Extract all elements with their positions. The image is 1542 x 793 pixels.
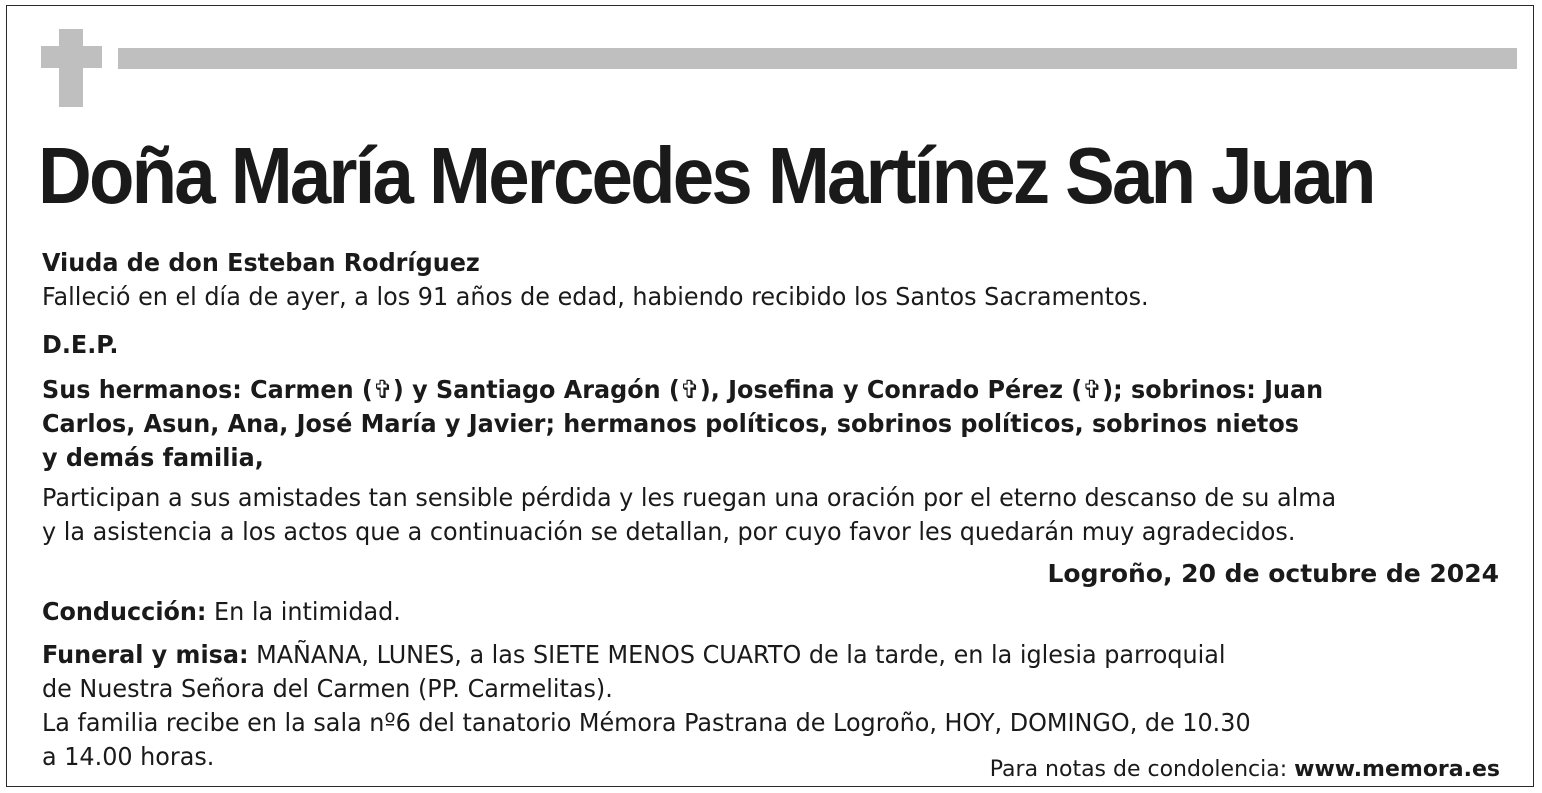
family-line-2: Carlos, Asun, Ana, José María y Javier; hermanos políticos, sobrinos políticos, sobrinos nietos xyxy=(42,409,1299,438)
deceased-name: Doña María Mercedes Martínez San Juan xyxy=(38,131,1374,220)
family-line-1 xyxy=(42,373,1446,407)
conduccion-line xyxy=(42,595,1446,629)
cross-mark-icon: ✞ xyxy=(679,375,700,404)
funeral-value: MAÑANA, LUNES, a las SIETE MENOS CUARTO de la tarde, en la iglesia parroquial xyxy=(248,640,1226,669)
funeral-label: Funeral y misa: xyxy=(42,640,249,669)
condolence-link[interactable]: www.memora.es xyxy=(1294,757,1500,782)
funeral-line-2: de Nuestra Señora del Carmen (PP. Carmelitas). xyxy=(42,674,613,703)
cross-icon-bar xyxy=(41,46,102,68)
conduccion-value: En la intimidad. xyxy=(206,597,401,626)
reception-line-2: a 14.00 horas. xyxy=(42,742,215,771)
participation-line-2: y la asistencia a los actos que a continuación se detallan, por cuyo favor les quedarán muy agradecidos. xyxy=(42,517,1296,546)
death-line: Falleció en el día de ayer, a los 91 años de edad, habiendo recibido los Santos Sacramentos. xyxy=(42,282,1149,311)
family-text: Sus hermanos: Carmen ( xyxy=(42,375,373,404)
conduccion-label: Conducción: xyxy=(42,597,207,626)
condolence-footer xyxy=(990,755,1500,785)
family-text: ), Josefina y Conrado Pérez ( xyxy=(699,375,1083,404)
widow-line: Viuda de don Esteban Rodríguez xyxy=(42,248,480,277)
place-date: Logroño, 20 de octubre de 2024 xyxy=(1047,559,1499,588)
rip-line: D.E.P. xyxy=(42,330,119,359)
funeral-line-1 xyxy=(42,638,1446,672)
reception-line-1: La familia recibe en la sala nº6 del tanatorio Mémora Pastrana de Logroño, HOY, DOMINGO, de 10.30 xyxy=(42,708,1251,737)
cross-mark-icon: ✞ xyxy=(372,375,393,404)
participation-line-1: Participan a sus amistades tan sensible pérdida y les ruegan una oración por el eterno descanso de su alma xyxy=(42,483,1337,512)
cross-mark-icon: ✞ xyxy=(1082,375,1103,404)
family-text: ); sobrinos: Juan xyxy=(1102,375,1324,404)
family-text: ) y Santiago Aragón ( xyxy=(392,375,680,404)
cross-icon xyxy=(59,29,83,107)
header-rule xyxy=(118,48,1517,69)
condolence-text: Para notas de condolencia: xyxy=(989,757,1295,782)
family-line-3: y demás familia, xyxy=(42,443,264,472)
